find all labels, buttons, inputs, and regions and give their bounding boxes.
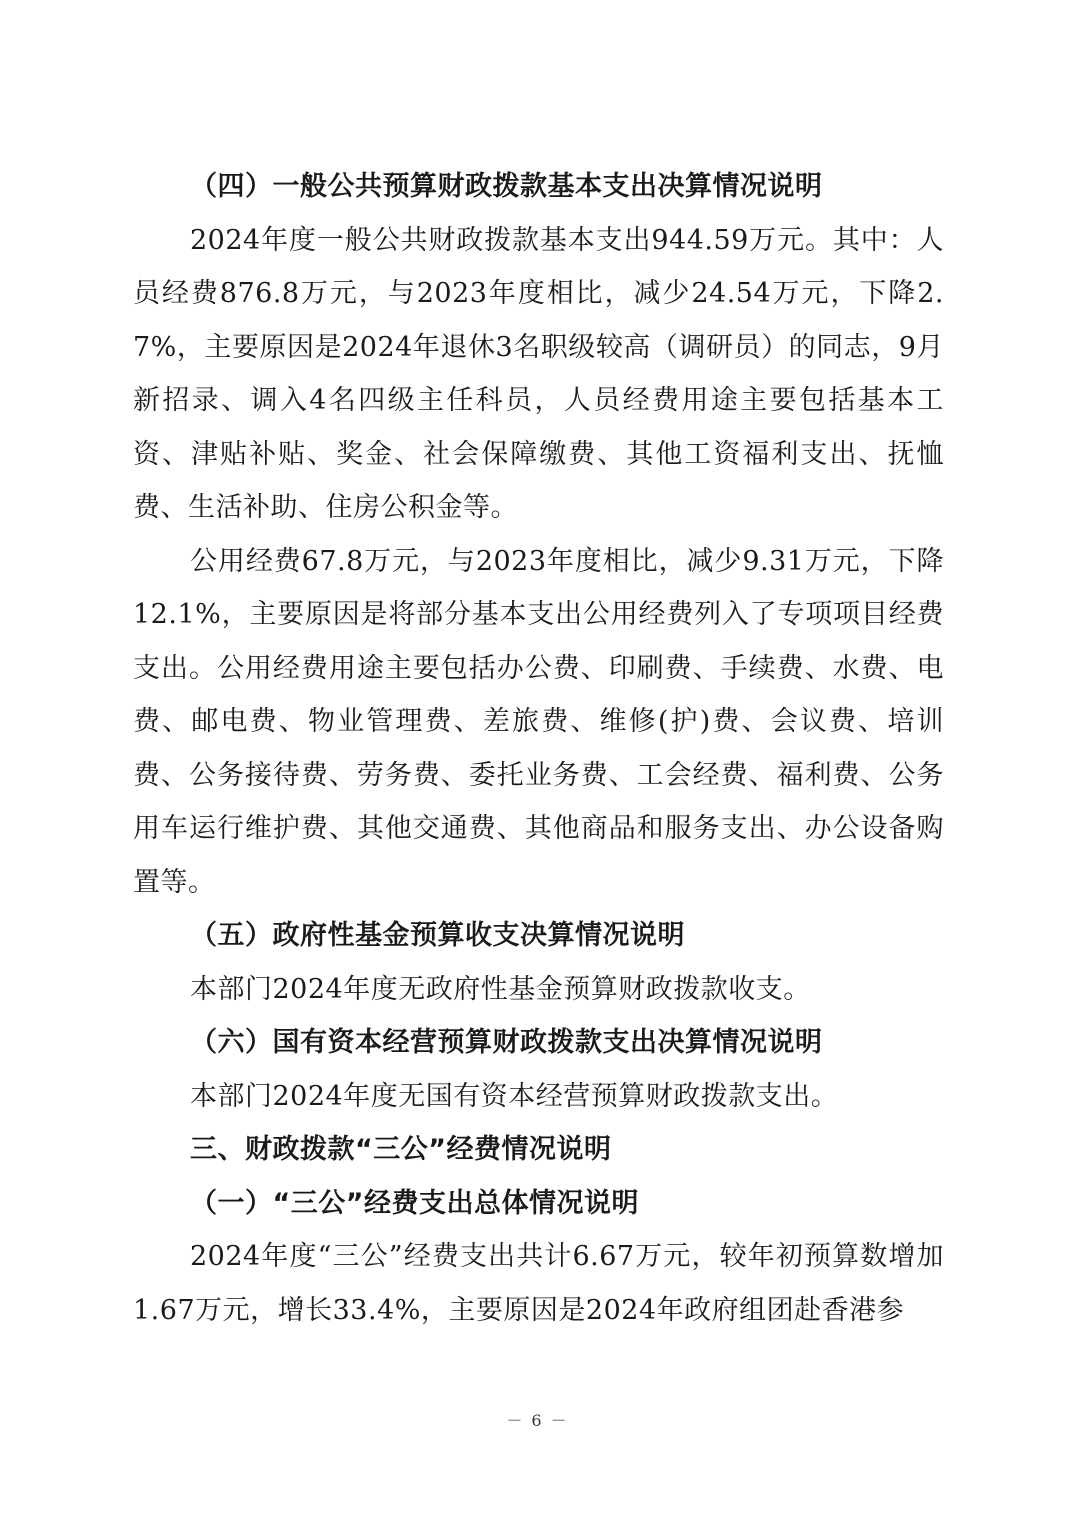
section-heading-three-public: 三、财政拨款“三公”经费情况说明 [190,1134,612,1165]
paragraph-basic-expenditure: 2024年度一般公共财政拨款基本支出944.59万元。其中：人员经费876.8万元，与2023年度相比，减少24.54万元，下降2.7%，主要原因是2024年退休3名职级较高（调研员）的同志，9月新招录、调入4名四级主任科员，人员经费用途主要包括基本工资、津贴补贴、奖金、社会保障缴费、其他工资福利支出、抚恤费、生活补助、住房公积金等。 [133,224,944,523]
document-body [133,160,944,1337]
paragraph-government-fund: 本部门2024年度无政府性基金预算财政拨款收支。 [190,973,811,1005]
paragraph-state-capital: 本部门2024年度无国有资本经营预算财政拨款支出。 [190,1080,839,1112]
page-number: － 6 － [506,1411,569,1430]
paragraph-three-public-total: 2024年度“三公”经费支出共计6.67万元，较年初预算数增加1.67万元，增长33.4%，主要原因是2024年政府组团赴香港参 [133,1241,944,1326]
section-heading-5: （五）政府性基金预算收支决算情况说明 [190,920,685,951]
section-heading-overall: （一）“三公”经费支出总体情况说明 [190,1187,639,1219]
paragraph-public-funds: 公用经费67.8万元，与2023年度相比，减少9.31万元，下降 12.1%，主要原因是将部分基本支出公用经费列入了专项项目经费支出。公用经费用途主要包括办公费、印刷费、手续费、水费、电费、邮电费、物业管理费、差旅费、维修(护)费、会议费、培训费、公务接待费、劳务费、委托业务费、工会经费、福利费、公务用车运行维护费、其他交通费、其他商品和服务支出、办公设备购置等。 [133,545,944,898]
section-heading-4: （四）一般公共预算财政拨款基本支出决算情况说明 [190,171,823,202]
section-heading-6: （六）国有资本经营预算财政拨款支出决算情况说明 [190,1027,823,1058]
